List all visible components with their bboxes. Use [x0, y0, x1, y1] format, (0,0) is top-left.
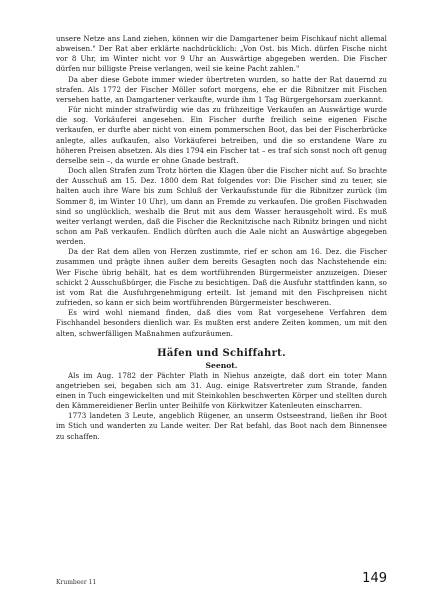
page-number: 149 [362, 571, 387, 586]
body-text-bottom [56, 371, 387, 442]
footer-signature: Krumbeer 11 [56, 579, 97, 586]
paragraph: unsere Netze ans Land ziehen, können wir die Damgartener beim Fischkauf nicht allemal abweisen." Der Rat aber erklärte nachdrücklich: „Von Ost. bis Mich. dürfen Fische nicht vor 8 Uhr, im Winter nicht vor 9 Uhr an Auswärtige abgegeben werden. Die Fischer dürfen nur billigste Preise verlangen, weil sie keine Pacht zahlen." [56, 34, 387, 74]
paragraph: Da der Rat dem allen von Herzen zustimmte, rief er schon am 16. Dez. die Fischer zusammen und prägte ihnen außer dem bereits Gesagten noch das Nachstehende ein: Wer Fische übrig behält, hat es dem wortführenden Bürgermeister anzuzeigen. Dieser schickt 2 Ausschußbürger, die Fische zu besichtigen. Daß die Ausfuhr stattfinden kann, so ist vom Rat die Ausfuhrgenehmigung erteilt. Ist jemand mit den Fischpreisen nicht zufrieden, so kann er sich beim wortführenden Bürgermeister beschweren. [56, 247, 387, 308]
paragraph: 1773 landeten 3 Leute, angeblich Rügener, an unserm Ostseestrand, ließen ihr Boot im Stich und wanderten zu Lande weiter. Der Rat befahl, das Boot nach dem Binnensee zu schaffen. [56, 411, 387, 441]
paragraph: Doch allen Strafen zum Trotz hörten die Klagen über die Fischer nicht auf. So brachte der Ausschuß am 15. Dez. 1800 dem Rat folgendes vor: Die Fischer sind zu teuer, sie halten auch ihre Ware bis zum Schluß der Verkaufsstunde für die Ribnitzer zurück (im Sommer 8, im Winter 10 Uhr), um dann an Fremde zu verkaufen. Die großen Fischwaden sind so unglücklich, weshalb die Brut mit aus dem Wasser herausgeholt wird. Es muß weiter verlangt werden, daß die Fischer die Recknitzische nach Ribnitz bringen und nicht schon am Paß verkaufen. Endlich dürften auch die Aale nicht an Auswärtige abgegeben werden. [56, 166, 387, 247]
subsection-title: Seenot. [205, 360, 238, 370]
section-title: Häfen und Schiffahrt. [157, 347, 286, 359]
body-text-top [56, 34, 387, 339]
paragraph: Als im Aug. 1782 der Pächter Plath in Niehus anzeigte, daß dort ein toter Mann angetrieben sei, begaben sich am 31. Aug. einige Ratsvertreter zum Strande, fanden einen in Tuch eingewickelten und mit Steinkohlen beschwerten Körper und stellten durch den Kämmereidiener Berlin unter Beihilfe von Körkwitzer Katenleuten einscharren. [56, 370, 387, 411]
paragraph: Für nicht minder strafwürdig wie das zu frühzeitige Verkaufen an Auswärtige wurde die sog. Vorkäuferei angesehen. Ein Fischer durfte freilich seine eigenen Fische verkaufen, er durfte aber nicht von einem pommerschen Boot, das bei der Fischerbrücke anlegte, alles aufkaufen, also Vorkäuferei betreiben, und die so erstandene Ware zu höheren Preisen absetzen. Als dies 1794 ein Fischer tat – es traf sich sonst noch oft genug derselbe sein –, da wurde er ohne Gnade bestraft. [56, 105, 387, 165]
paragraph: Da aber diese Gebote immer wieder übertreten wurden, so hatte der Rat dauernd zu strafen. Als 1772 der Fischer Möller sofort morgens, ehe er die Ribnitzer mit Fischen versehen hatte, an Damgartener verkaufte, wurde ihm 1 Tag Bürgergehorsam zuerkannt. [56, 74, 387, 104]
paragraph: Es wird wohl niemand finden, daß dies vom Rat vorgesehene Verfahren dem Fischhandel besonders dienlich war. Es mußten erst andere Zeiten kommen, um mit den alten, schwerfälligen Maßnahmen aufzuräumen. [56, 308, 387, 338]
